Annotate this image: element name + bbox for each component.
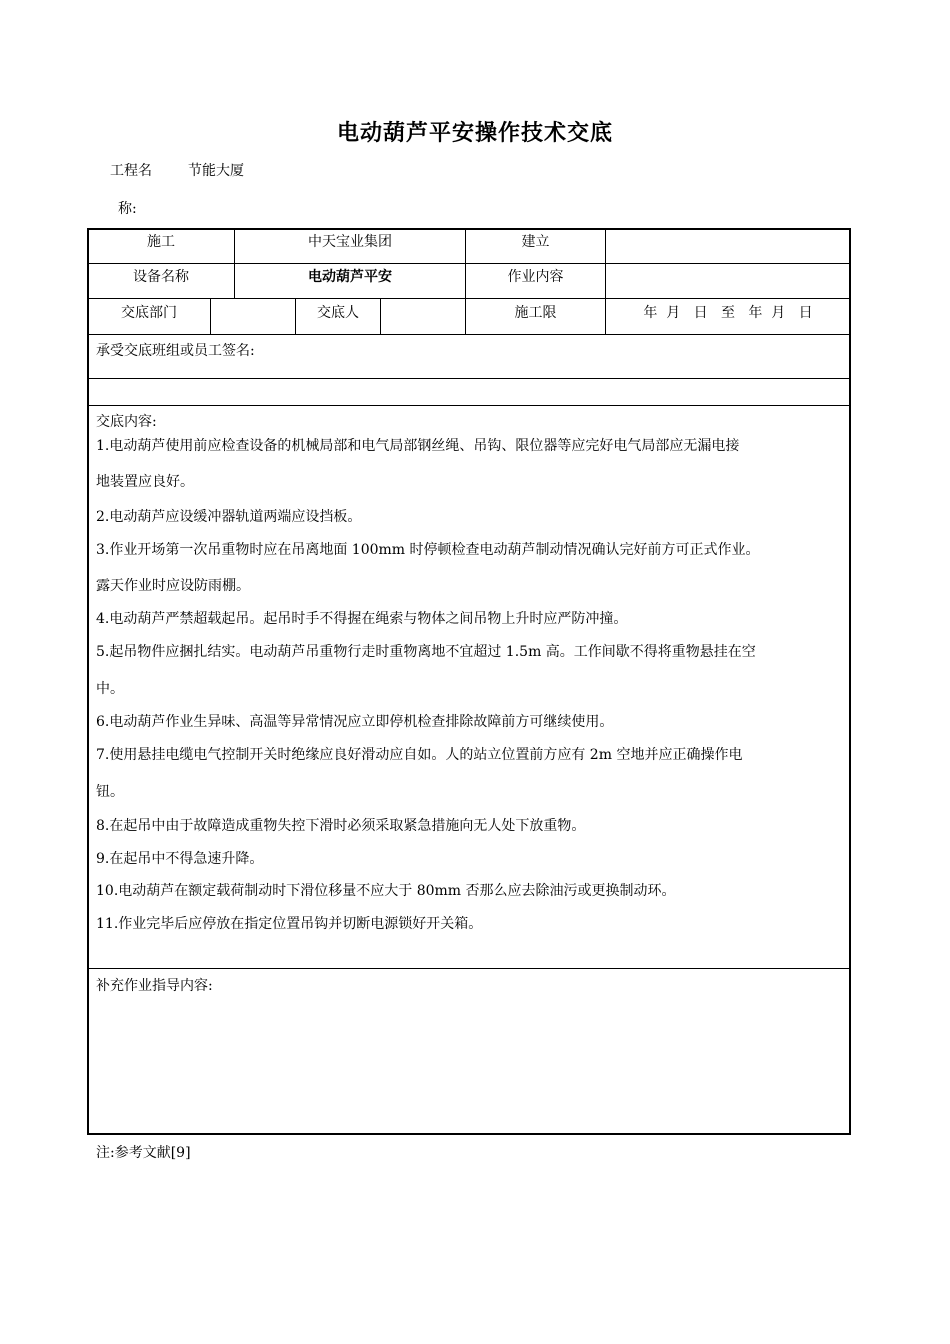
content-line: 9.在起吊中不得急速升降。 [96,851,264,867]
row-divider [88,334,850,335]
row-divider [88,968,850,969]
project-name-label-cont: 称: [118,201,137,217]
project-name-label: 工程名 [110,163,152,179]
build-label: 建立 [521,234,550,250]
content-line: 地装置应良好。 [96,474,194,490]
content-line: 露天作业时应设防雨棚。 [96,578,250,594]
content-line: 4.电动葫芦严禁超载起吊。起吊时手不得握在绳索与物体之间吊物上升时应严防冲撞。 [96,611,628,627]
content-line: 6.电动葫芦作业生异味、高温等异常情况应立即停机检查排除故障前方可继续使用。 [96,714,614,730]
content-line: 11.作业完毕后应停放在指定位置吊钩并切断电源锁好开关箱。 [96,916,483,932]
person-label: 交底人 [317,305,359,321]
period-value: 年 月 日 至 年 月 日 [643,305,813,321]
column-divider [380,298,381,334]
content-line: 8.在起吊中由于故障造成重物失控下滑时必须采取紧急措施向无人处下放重物。 [96,818,586,834]
project-name-value: 节能大厦 [188,163,244,179]
content-line: 中。 [96,681,124,697]
content-line: 5.起吊物件应捆扎结实。电动葫芦吊重物行走时重物离地不宜超过 1.5m 高。工作间歇不得将重物悬挂在空 [96,644,756,660]
reference-note: 注:参考文献[9] [96,1145,191,1161]
content-line: 3.作业开场第一次吊重物时应在吊离地面 100mm 时停顿检查电动葫芦制动情况确认完好前方可正式作业。 [96,542,760,558]
work-content-label: 作业内容 [507,269,564,285]
row-divider [88,298,850,299]
period-label: 施工限 [514,305,557,321]
content-line: 2.电动葫芦应设缓冲器轨道两端应设挡板。 [96,509,362,525]
signature-label: 承受交底班组或员工签名: [96,343,255,359]
equipment-label: 设备名称 [133,269,189,285]
content-label: 交底内容: [96,414,157,430]
column-divider [210,298,211,334]
content-line: 7.使用悬挂电缆电气控制开关时绝缘应良好滑动应自如。人的站立位置前方应有 2m 空地并应正确操作电 [96,747,743,763]
equipment-value: 电动葫芦平安 [308,269,392,285]
disclosure-table [87,228,851,1135]
supplement-label: 补充作业指导内容: [96,978,213,994]
dept-label: 交底部门 [121,305,177,321]
document-title: 电动葫芦平安操作技术交底 [336,121,613,146]
content-line: 10.电动葫芦在额定载荷制动时下滑位移量不应大于 80mm 否那么应去除油污或更换制动环。 [96,883,676,899]
row-divider [88,263,850,264]
construction-value: 中天宝业集团 [308,234,392,250]
construction-label: 施工 [147,234,175,250]
row-divider [88,405,850,406]
content-line: 1.电动葫芦使用前应检查设备的机械局部和电气局部钢丝绳、吊钩、限位器等应完好电气局部应无漏电接 [96,438,740,454]
content-line: 钮。 [96,784,124,800]
row-divider [88,378,850,379]
